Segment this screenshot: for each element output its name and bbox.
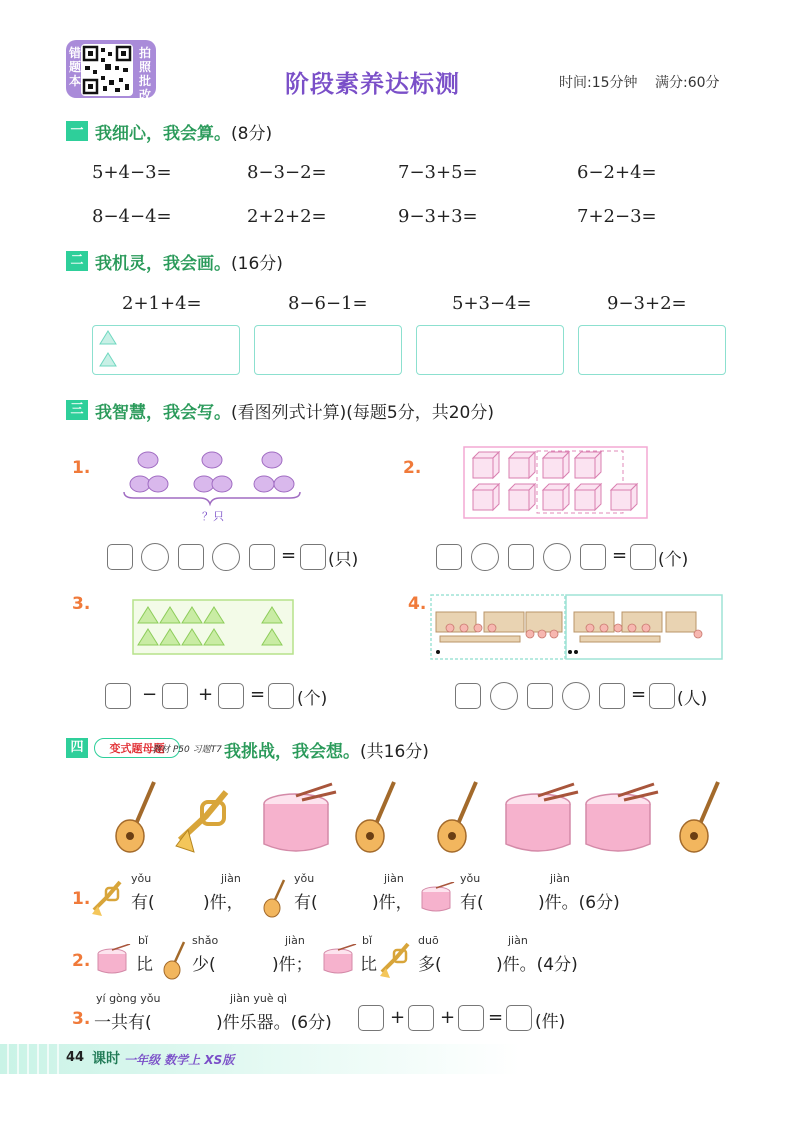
footer-band — [0, 1044, 800, 1074]
guitar-icon — [162, 940, 188, 980]
guitar-icon — [262, 878, 288, 918]
answer-box[interactable] — [455, 683, 481, 709]
pinyin: shǎo — [192, 934, 219, 947]
equation: 7−3+5= — [398, 162, 478, 183]
sentence-text: 多( — [418, 955, 442, 975]
equation: 8−4−4= — [92, 206, 172, 227]
triangles-picture — [132, 599, 294, 655]
grade-label: 一年级 数学上 XS版 — [124, 1053, 235, 1067]
section-1-number: 一 — [66, 121, 88, 141]
answer-box[interactable] — [358, 1005, 384, 1031]
equals-sign: = — [612, 545, 628, 566]
answer-box[interactable] — [107, 544, 133, 570]
brand-logo: 课时 — [92, 1051, 120, 1067]
equation: 6−2+4= — [577, 162, 657, 183]
section-1-title: 我细心，我会算。 — [95, 124, 231, 144]
answer-box[interactable] — [105, 683, 131, 709]
answer-box[interactable] — [408, 1005, 434, 1031]
section-4-points: (共16分) — [360, 742, 429, 762]
answer-box[interactable] — [178, 544, 204, 570]
drum-icon — [322, 944, 358, 976]
equation: 5+3−4= — [452, 293, 532, 314]
operator-circle[interactable] — [490, 682, 518, 710]
sentence-text: )件； — [272, 955, 313, 975]
time-limit: 时间:15分钟 — [559, 75, 638, 91]
section-2-heading — [95, 249, 283, 274]
equals-sign: = — [281, 545, 297, 566]
drum-icon — [420, 882, 456, 914]
pinyin: jiàn — [221, 872, 241, 885]
minus-sign: − — [142, 684, 158, 705]
section-2-points: (16分) — [231, 254, 283, 274]
sentence-text: 有( — [460, 893, 484, 913]
pinyin: yǒu — [131, 872, 152, 885]
equation: 2+1+4= — [122, 293, 202, 314]
brace-label: ？只 — [202, 510, 224, 523]
pinyin: yí gòng yǒu — [96, 992, 161, 1005]
section-1-points: (8分) — [231, 124, 273, 144]
unit-label: (件) — [535, 1012, 566, 1032]
section-4-title: 我挑战，我会想。 — [224, 742, 360, 762]
page-number: 44 — [66, 1050, 85, 1065]
section-4-heading — [224, 737, 429, 762]
unit-label: (只) — [328, 550, 359, 570]
pinyin: duō — [418, 934, 439, 947]
equation: 9−3+2= — [607, 293, 687, 314]
drawing-box[interactable] — [92, 325, 240, 375]
sentence-text: )件乐器。(6分) — [216, 1013, 332, 1033]
question-number: 2. — [72, 951, 91, 971]
pinyin: jiàn — [508, 934, 528, 947]
answer-box[interactable] — [268, 683, 294, 709]
equation: 8−3−2= — [247, 162, 327, 183]
pinyin: jiàn — [285, 934, 305, 947]
question-number: 3. — [72, 594, 91, 614]
section-2-number: 二 — [66, 251, 88, 271]
answer-box[interactable] — [249, 544, 275, 570]
section-3-points: (看图列式计算)(每题5分，共20分) — [231, 403, 494, 423]
sentence-text: )件， — [372, 893, 413, 913]
answer-box[interactable] — [300, 544, 326, 570]
answer-box[interactable] — [436, 544, 462, 570]
equation: 2+2+2= — [247, 206, 327, 227]
answer-box[interactable] — [506, 1005, 532, 1031]
sentence-text: )件。(6分) — [538, 893, 620, 913]
answer-box[interactable] — [649, 683, 675, 709]
question-number: 1. — [72, 889, 91, 909]
sentence-text: )件， — [203, 893, 244, 913]
classroom-picture — [430, 594, 724, 662]
section-3-number: 三 — [66, 400, 88, 420]
pinyin: bǐ — [138, 934, 149, 947]
plus-sign: + — [198, 684, 214, 705]
section-1-heading — [95, 119, 272, 144]
operator-circle[interactable] — [562, 682, 590, 710]
question-number: 1. — [72, 458, 91, 478]
sentence-text: 比 — [360, 955, 377, 975]
pinyin: jiàn — [550, 872, 570, 885]
equation: 7+2−3= — [577, 206, 657, 227]
plus-sign: + — [440, 1007, 456, 1028]
operator-circle[interactable] — [141, 543, 169, 571]
equation: 5+4−3= — [92, 162, 172, 183]
answer-box[interactable] — [162, 683, 188, 709]
sentence-text: 有( — [294, 893, 318, 913]
equals-sign: = — [488, 1007, 504, 1028]
trumpet-icon — [92, 878, 126, 916]
pinyin: yǒu — [460, 872, 481, 885]
answer-box[interactable] — [599, 683, 625, 709]
sentence-text: 有( — [131, 893, 155, 913]
sentence-text: )件。(4分) — [496, 955, 578, 975]
cubes-picture — [463, 446, 649, 520]
question-number: 2. — [403, 458, 422, 478]
answer-box[interactable] — [218, 683, 244, 709]
drum-icon — [96, 944, 132, 976]
equation: 9−3+3= — [398, 206, 478, 227]
qr-left-label: 错题本 — [68, 46, 81, 88]
qr-right-label: 拍照批改 — [138, 46, 151, 102]
textbook-ref: 教材 P50 习题T7 — [152, 745, 222, 755]
question-number: 3. — [72, 1009, 91, 1029]
page-title: 阶段素养达标测 — [285, 70, 460, 98]
unit-label: (个) — [658, 550, 689, 570]
instruments-row — [100, 772, 730, 856]
equals-sign: = — [250, 684, 266, 705]
answer-box[interactable] — [458, 1005, 484, 1031]
answer-box[interactable] — [527, 683, 553, 709]
answer-box[interactable] — [630, 544, 656, 570]
section-2-title: 我机灵，我会画。 — [95, 254, 231, 274]
drawing-box[interactable] — [578, 325, 726, 375]
operator-circle[interactable] — [471, 543, 499, 571]
answer-box[interactable] — [580, 544, 606, 570]
unit-label: (个) — [297, 689, 328, 709]
operator-circle[interactable] — [543, 543, 571, 571]
sentence-text: 一共有( — [94, 1013, 152, 1033]
pinyin: jiàn yuè qì — [230, 992, 288, 1005]
operator-circle[interactable] — [212, 543, 240, 571]
pinyin: yǒu — [294, 872, 315, 885]
equation: 8−6−1= — [288, 293, 368, 314]
qr-code[interactable] — [81, 44, 133, 96]
question-number: 4. — [408, 594, 427, 614]
section-3-title: 我智慧，我会写。 — [95, 403, 231, 423]
drawing-box[interactable] — [416, 325, 564, 375]
trumpet-icon — [380, 940, 414, 978]
plus-sign: + — [390, 1007, 406, 1028]
answer-box[interactable] — [508, 544, 534, 570]
section-3-heading — [95, 398, 494, 423]
pinyin: jiàn — [384, 872, 404, 885]
sentence-text: 少( — [192, 955, 216, 975]
pinyin: bǐ — [362, 934, 373, 947]
drawing-box[interactable] — [254, 325, 402, 375]
variant-tag: 变式题母题 — [94, 738, 180, 758]
sentence-text: 比 — [136, 955, 153, 975]
full-score: 满分:60分 — [655, 75, 720, 91]
section-4-number: 四 — [66, 738, 88, 758]
equals-sign: = — [631, 684, 647, 705]
unit-label: (人) — [677, 689, 708, 709]
